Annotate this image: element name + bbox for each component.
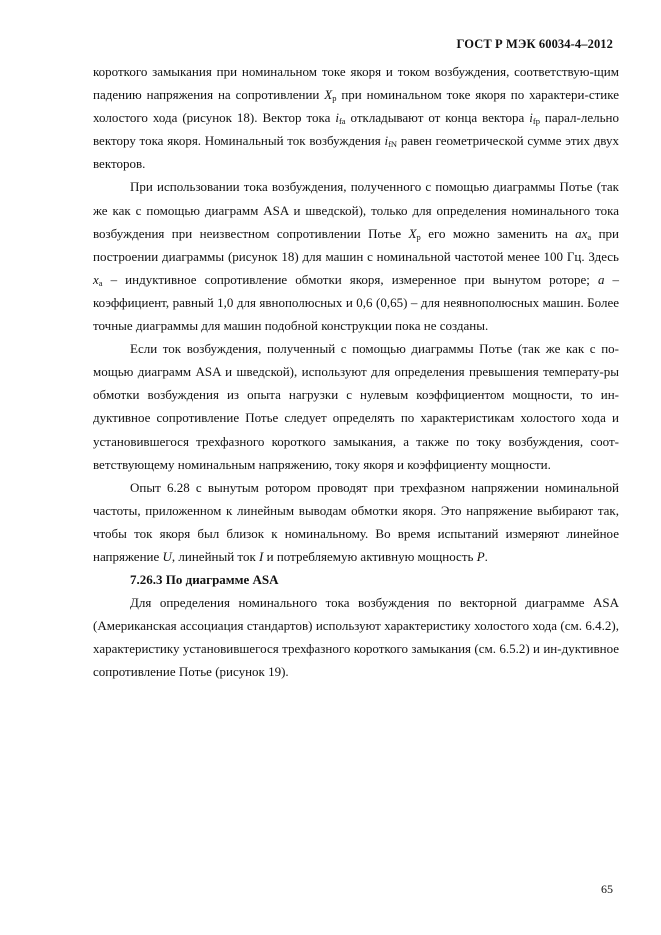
paragraph-3: Если ток возбуждения, полученный с помощью диаграммы Потье (так же как с по-мощью диаграмм ASA и шведской), используют для определения превышения температу-ры обмотки возбуждения из опыта нагрузки с нулевым коэффициентом мощности, то ин-дуктивное сопротивление Потье следует определять по характеристикам холостого хода и установившегося трехфазного короткого замыкания, а также по току возбуждения, соот-ветствующему номинальным напряжению, току якоря и коэффициенту мощности. — [93, 341, 619, 472]
paragraph-4: Опыт 6.28 с вынутым ротором проводят при трехфазном напряжении номинальной частоты, приложенном к линейным выводам обмотки якоря. Это напряжение выбирают так, чтобы ток якоря был близок к номинальному. Во время испытаний измеряют линейное напряжение U, линейный ток I и потребляемую активную мощность P. — [93, 479, 619, 564]
paragraph-2: При использовании тока возбуждения, полученного с помощью диаграммы Потье (так же как с помощью диаграмм ASA и шведской), только для определения номинального тока возбуждения при неизвестном сопротивлении Потье $X_p$ его можно заменить на $ax_a$ при построении диаграммы (рисунок 18) для машин с номинальной частотой менее 100 Гц. Здесь $x_a$ – индуктивное сопротивление обмотки якоря, измеренное при вынутом роторе; a – коэффициент, равный 1,0 для явнополюсных и 0,6 (0,65) – для неявнополюсных машин. Более точные диаграммы для машин подобной конструкции пока не созданы. — [93, 179, 619, 334]
paragraph-5: Для определения номинального тока возбуждения по векторной диаграмме ASA (Американская ассоциация стандартов) используют характеристику холостого хода (см. 6.4.2), характеристику установившегося трехфазного короткого замыкания (см. 6.5.2) и ин-дуктивное сопротивление Потье (рисунок 19). — [93, 595, 619, 680]
document-header: ГОСТ Р МЭК 60034-4–2012 — [456, 37, 613, 51]
section-heading: 7.26.3 По диаграмме ASA — [130, 572, 279, 588]
page-number: 65 — [601, 882, 613, 896]
document-body — [93, 60, 619, 684]
paragraph-1: короткого замыкания при номинальном токе якоря и током возбуждения, соответствую-щим падению напряжения на сопротивлении $X_p$ при номинальном токе якоря по характери-стике холостого хода (рисунок 18). Вектор тока $i_{fa}$ откладывают от конца вектора $i_{fp}$ парал-лельно вектору тока якоря. Номинальный ток возбуждения $i_{fN}$ равен геометрической сумме этих двух векторов. — [93, 64, 619, 172]
